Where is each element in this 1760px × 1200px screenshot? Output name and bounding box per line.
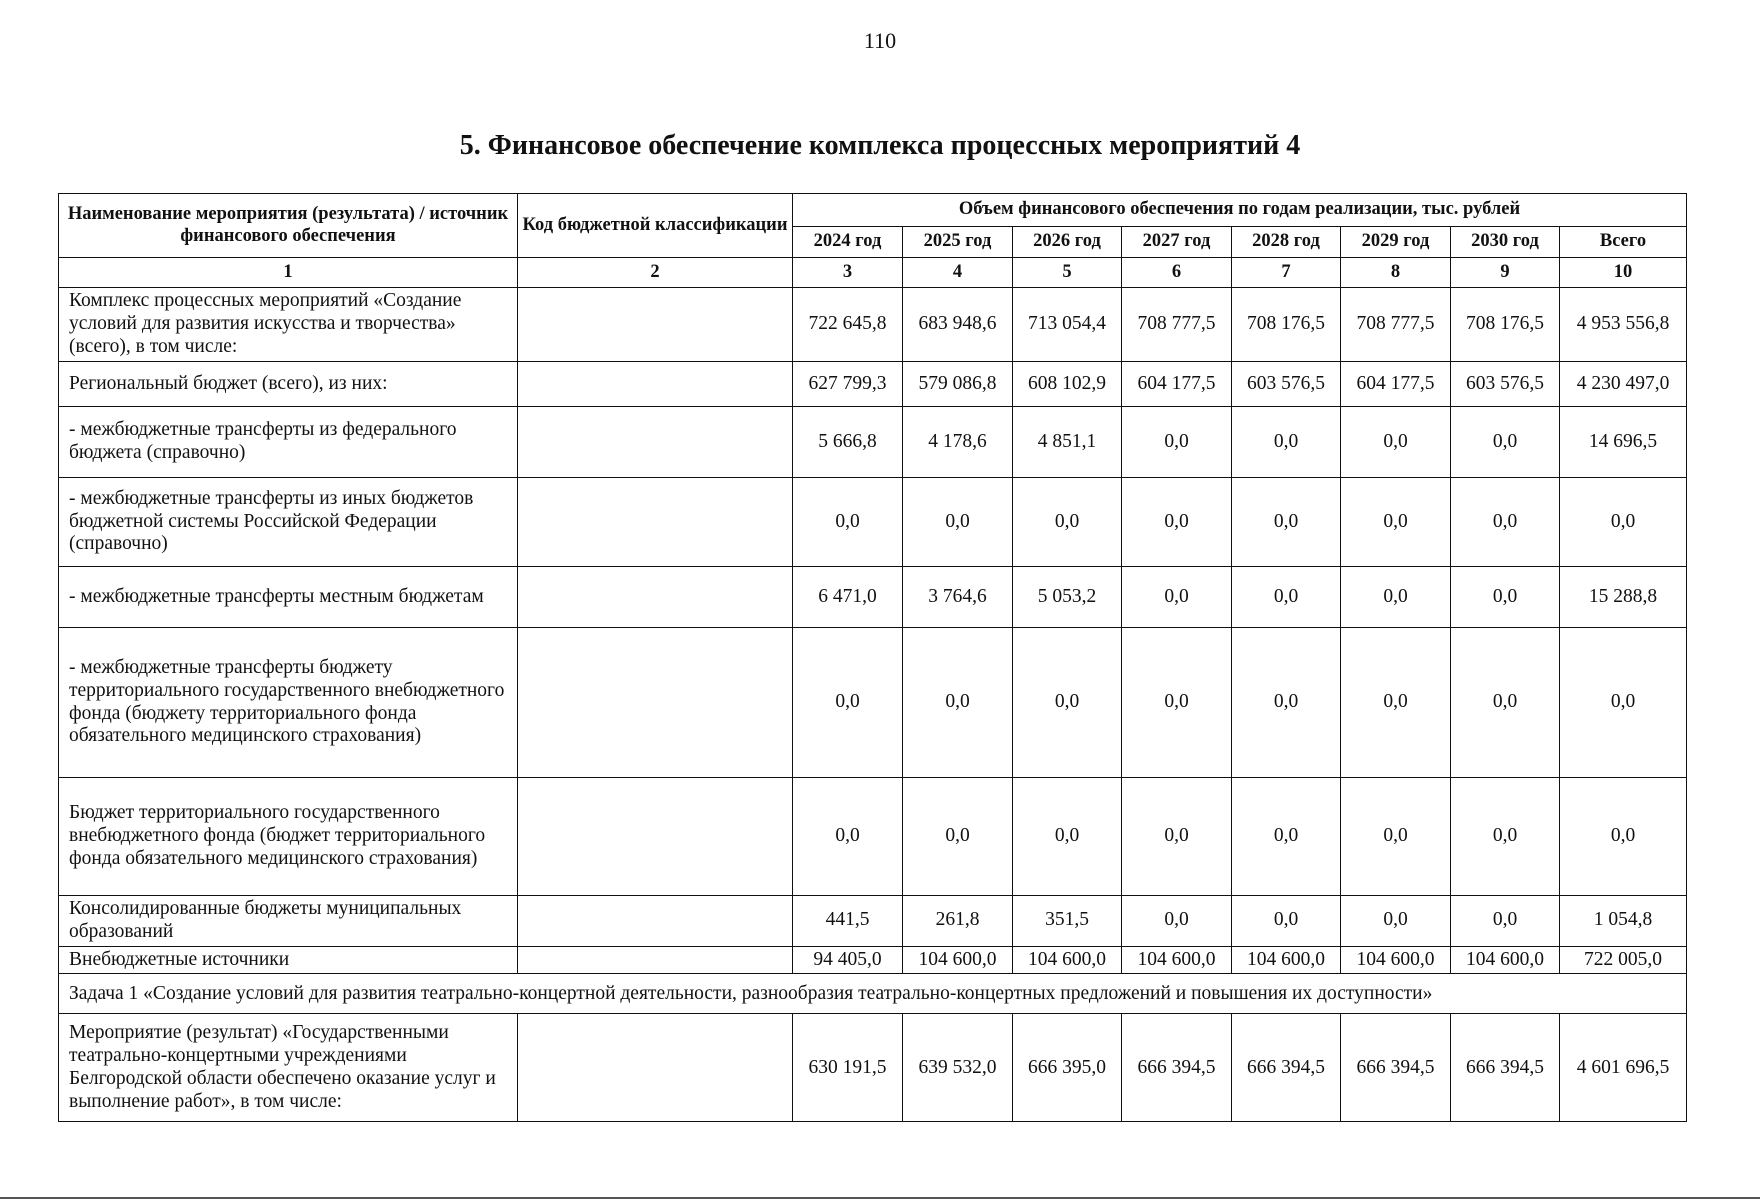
task-row bbox=[59, 974, 1687, 1014]
row-value: 0,0 bbox=[1232, 778, 1341, 896]
row-name: Внебюджетные источники bbox=[59, 946, 518, 974]
row-total: 0,0 bbox=[1560, 628, 1687, 778]
row-value: 579 086,8 bbox=[903, 362, 1013, 407]
header-year: 2026 год bbox=[1013, 227, 1122, 258]
header-row-1 bbox=[59, 194, 1687, 227]
header-year: 2030 год bbox=[1451, 227, 1560, 258]
row-value: 708 777,5 bbox=[1341, 288, 1451, 362]
header-year: 2024 год bbox=[793, 227, 903, 258]
row-total: 0,0 bbox=[1560, 778, 1687, 896]
row-name: - межбюджетные трансферты местным бюджетам bbox=[59, 567, 518, 628]
row-value: 708 176,5 bbox=[1232, 288, 1341, 362]
row-value: 0,0 bbox=[1232, 896, 1341, 947]
row-value: 666 394,5 bbox=[1341, 1014, 1451, 1122]
row-value: 0,0 bbox=[1013, 478, 1122, 567]
row-value: 0,0 bbox=[1122, 478, 1232, 567]
row-value: 6 471,0 bbox=[793, 567, 903, 628]
table-row bbox=[59, 778, 1687, 896]
column-number: 6 bbox=[1122, 258, 1232, 288]
table-row bbox=[59, 362, 1687, 407]
row-value: 627 799,3 bbox=[793, 362, 903, 407]
header-total: Всего bbox=[1560, 227, 1687, 258]
row-value: 0,0 bbox=[1122, 407, 1232, 478]
row-name: Комплекс процессных мероприятий «Создание условий для развития искусства и творчества» (всего), в том числе: bbox=[59, 288, 518, 362]
row-value: 0,0 bbox=[1451, 896, 1560, 947]
row-name: - межбюджетные трансферты из иных бюджетов бюджетной системы Российской Федерации (справочно) bbox=[59, 478, 518, 567]
header-year: 2028 год bbox=[1232, 227, 1341, 258]
row-code bbox=[518, 946, 793, 974]
row-value: 0,0 bbox=[1232, 407, 1341, 478]
row-value: 0,0 bbox=[903, 478, 1013, 567]
table-row bbox=[59, 288, 1687, 362]
row-value: 708 777,5 bbox=[1122, 288, 1232, 362]
column-number: 9 bbox=[1451, 258, 1560, 288]
row-name: - межбюджетные трансферты бюджету территориального государственного внебюджетного фонда (бюджету территориального фонда обязательного медицинского страхования) bbox=[59, 628, 518, 778]
row-code bbox=[518, 362, 793, 407]
row-value: 0,0 bbox=[1122, 628, 1232, 778]
row-value: 351,5 bbox=[1013, 896, 1122, 947]
row-value: 0,0 bbox=[1451, 778, 1560, 896]
row-value: 666 395,0 bbox=[1013, 1014, 1122, 1122]
row-value: 0,0 bbox=[1232, 478, 1341, 567]
row-value: 0,0 bbox=[1341, 478, 1451, 567]
row-total: 4 601 696,5 bbox=[1560, 1014, 1687, 1122]
row-value: 104 600,0 bbox=[903, 946, 1013, 974]
header-code: Код бюджетной классификации bbox=[518, 194, 793, 258]
page-number: 110 bbox=[863, 28, 897, 53]
header-volume: Объем финансового обеспечения по годам реализации, тыс. рублей bbox=[793, 194, 1687, 227]
table-row bbox=[59, 1014, 1687, 1122]
column-number: 4 bbox=[903, 258, 1013, 288]
row-name: - межбюджетные трансферты из федерального бюджета (справочно) bbox=[59, 407, 518, 478]
row-value: 0,0 bbox=[1232, 567, 1341, 628]
row-value: 666 394,5 bbox=[1122, 1014, 1232, 1122]
column-number: 2 bbox=[518, 258, 793, 288]
row-value: 0,0 bbox=[1341, 896, 1451, 947]
scan-bottom-edge bbox=[0, 1197, 1760, 1199]
row-total: 4 953 556,8 bbox=[1560, 288, 1687, 362]
row-value: 713 054,4 bbox=[1013, 288, 1122, 362]
column-number: 10 bbox=[1560, 258, 1687, 288]
header-name: Наименование мероприятия (результата) / источник финансового обеспечения bbox=[59, 194, 518, 258]
row-value: 104 600,0 bbox=[1451, 946, 1560, 974]
document-title: 5. Финансовое обеспечение комплекса процессных мероприятий 4 bbox=[459, 130, 1301, 161]
row-value: 104 600,0 bbox=[1122, 946, 1232, 974]
row-value: 0,0 bbox=[1122, 567, 1232, 628]
row-value: 5 053,2 bbox=[1013, 567, 1122, 628]
row-value: 666 394,5 bbox=[1451, 1014, 1560, 1122]
row-value: 708 176,5 bbox=[1451, 288, 1560, 362]
row-value: 608 102,9 bbox=[1013, 362, 1122, 407]
row-name: Мероприятие (результат) «Государственными театрально-концертными учреждениями Белгородской области обеспечено оказание услуг и выполнение работ», в том числе: bbox=[59, 1014, 518, 1122]
table-row bbox=[59, 946, 1687, 974]
row-value: 3 764,6 bbox=[903, 567, 1013, 628]
row-value: 666 394,5 bbox=[1232, 1014, 1341, 1122]
row-value: 630 191,5 bbox=[793, 1014, 903, 1122]
row-value: 0,0 bbox=[903, 778, 1013, 896]
financing-table bbox=[58, 193, 1687, 1122]
column-number: 7 bbox=[1232, 258, 1341, 288]
row-value: 0,0 bbox=[1122, 896, 1232, 947]
row-code bbox=[518, 628, 793, 778]
row-value: 0,0 bbox=[1232, 628, 1341, 778]
table-row bbox=[59, 896, 1687, 947]
row-value: 0,0 bbox=[1341, 567, 1451, 628]
row-value: 104 600,0 bbox=[1232, 946, 1341, 974]
row-value: 603 576,5 bbox=[1451, 362, 1560, 407]
row-name: Бюджет территориального государственного внебюджетного фонда (бюджет территориального фонда обязательного медицинского страхования) bbox=[59, 778, 518, 896]
row-code bbox=[518, 478, 793, 567]
row-total: 722 005,0 bbox=[1560, 946, 1687, 974]
row-total: 4 230 497,0 bbox=[1560, 362, 1687, 407]
row-value: 604 177,5 bbox=[1122, 362, 1232, 407]
row-code bbox=[518, 407, 793, 478]
column-number: 8 bbox=[1341, 258, 1451, 288]
row-value: 603 576,5 bbox=[1232, 362, 1341, 407]
header-year: 2025 год bbox=[903, 227, 1013, 258]
row-value: 441,5 bbox=[793, 896, 903, 947]
row-code bbox=[518, 1014, 793, 1122]
row-total: 14 696,5 bbox=[1560, 407, 1687, 478]
row-code bbox=[518, 896, 793, 947]
row-value: 104 600,0 bbox=[1013, 946, 1122, 974]
row-value: 0,0 bbox=[1122, 778, 1232, 896]
row-value: 0,0 bbox=[1341, 778, 1451, 896]
row-value: 94 405,0 bbox=[793, 946, 903, 974]
row-name: Региональный бюджет (всего), из них: bbox=[59, 362, 518, 407]
row-value: 0,0 bbox=[793, 778, 903, 896]
row-value: 0,0 bbox=[793, 628, 903, 778]
row-code bbox=[518, 288, 793, 362]
row-value: 104 600,0 bbox=[1341, 946, 1451, 974]
row-total: 0,0 bbox=[1560, 478, 1687, 567]
row-code bbox=[518, 567, 793, 628]
row-value: 4 178,6 bbox=[903, 407, 1013, 478]
row-value: 0,0 bbox=[1451, 478, 1560, 567]
row-value: 0,0 bbox=[1451, 628, 1560, 778]
row-name: Консолидированные бюджеты муниципальных образований bbox=[59, 896, 518, 947]
table-row bbox=[59, 478, 1687, 567]
row-value: 604 177,5 bbox=[1341, 362, 1451, 407]
row-code bbox=[518, 778, 793, 896]
column-number: 1 bbox=[59, 258, 518, 288]
task-title: Задача 1 «Создание условий для развития театрально-концертной деятельности, разнообразия театрально-концертных предложений и повышения их доступности» bbox=[59, 974, 1687, 1014]
column-number: 5 bbox=[1013, 258, 1122, 288]
row-value: 639 532,0 bbox=[903, 1014, 1013, 1122]
row-value: 5 666,8 bbox=[793, 407, 903, 478]
table-row bbox=[59, 407, 1687, 478]
column-number-row bbox=[59, 258, 1687, 288]
column-number: 3 bbox=[793, 258, 903, 288]
row-value: 0,0 bbox=[1341, 628, 1451, 778]
row-value: 0,0 bbox=[1013, 778, 1122, 896]
row-value: 0,0 bbox=[1013, 628, 1122, 778]
row-value: 4 851,1 bbox=[1013, 407, 1122, 478]
row-value: 0,0 bbox=[1341, 407, 1451, 478]
row-total: 1 054,8 bbox=[1560, 896, 1687, 947]
row-value: 0,0 bbox=[793, 478, 903, 567]
table-row bbox=[59, 567, 1687, 628]
row-value: 683 948,6 bbox=[903, 288, 1013, 362]
header-year: 2027 год bbox=[1122, 227, 1232, 258]
row-value: 722 645,8 bbox=[793, 288, 903, 362]
row-value: 0,0 bbox=[903, 628, 1013, 778]
row-value: 261,8 bbox=[903, 896, 1013, 947]
row-total: 15 288,8 bbox=[1560, 567, 1687, 628]
row-value: 0,0 bbox=[1451, 567, 1560, 628]
table-row bbox=[59, 628, 1687, 778]
header-year: 2029 год bbox=[1341, 227, 1451, 258]
row-value: 0,0 bbox=[1451, 407, 1560, 478]
